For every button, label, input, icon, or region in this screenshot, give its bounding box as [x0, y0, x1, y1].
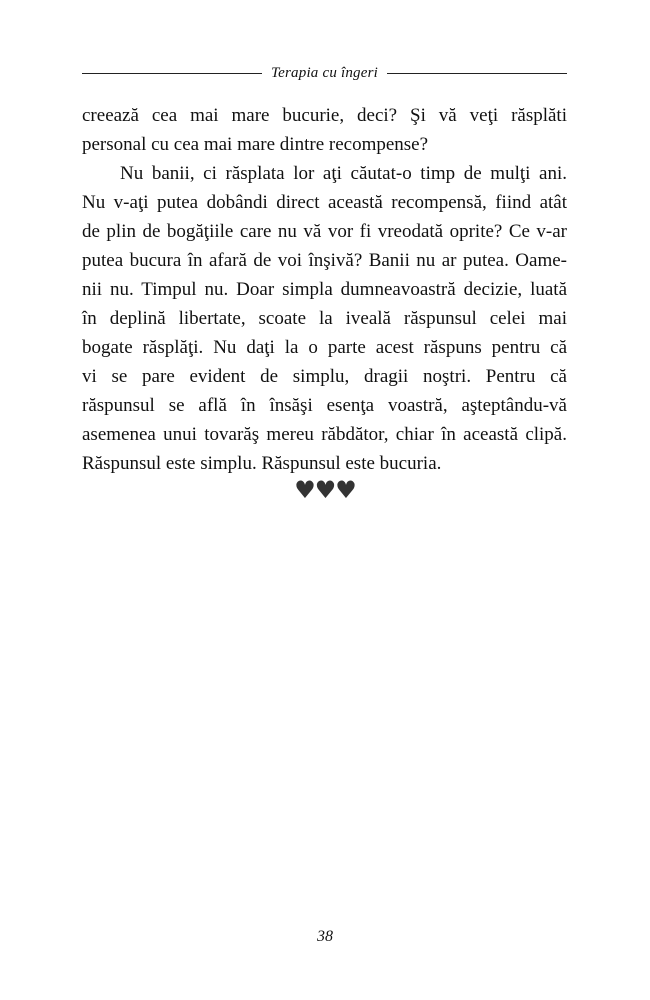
paragraph-2 [82, 159, 567, 478]
paragraph-line: Nu v-aţi putea dobândi direct această recompensă, fiind atât [82, 192, 567, 213]
paragraph-1 [82, 101, 567, 159]
body-text [82, 101, 567, 478]
page-number: 38 [317, 928, 333, 945]
paragraph-line: nii nu. Timpul nu. Doar simpla dumneavoastră decizie, luată [82, 279, 567, 300]
header-rule-left [82, 73, 262, 74]
paragraph-line: bogate răsplăţi. Nu daţi la o parte acest răspuns pentru că [82, 337, 567, 358]
paragraph-line: vi se pare evident de simplu, dragii noştri. Pentru că [82, 366, 567, 387]
header-rule-right [387, 73, 567, 74]
heart-ornament-icon: ♥♥♥ [294, 476, 356, 504]
paragraph-line: răspunsul se află în însăşi esenţa voastră, aşteptându-vă [82, 395, 567, 416]
paragraph-line: Nu banii, ci răsplata lor aţi căutat-o timp de mulţi ani. [120, 163, 567, 184]
paragraph-line: personal cu cea mai mare dintre recompense? [82, 134, 429, 155]
paragraph-line: de plin de bogăţiile care nu vă vor fi vreodată oprite? Ce v-ar [82, 221, 567, 242]
paragraph-line: Răspunsul este simplu. Răspunsul este bucuria. [82, 453, 442, 474]
paragraph-line: creează cea mai mare bucurie, deci? Şi vă veţi răsplăti [82, 105, 567, 126]
running-header [82, 62, 567, 84]
header-title: Terapia cu îngeri [270, 64, 379, 81]
paragraph-line: asemenea unui tovarăş mereu răbdător, chiar în această clipă. [82, 424, 567, 445]
paragraph-line: putea bucura în afară de voi înşivă? Banii nu ar putea. Oame- [82, 250, 567, 271]
paragraph-line: în deplină libertate, scoate la iveală răspunsul celei mai [82, 308, 567, 329]
